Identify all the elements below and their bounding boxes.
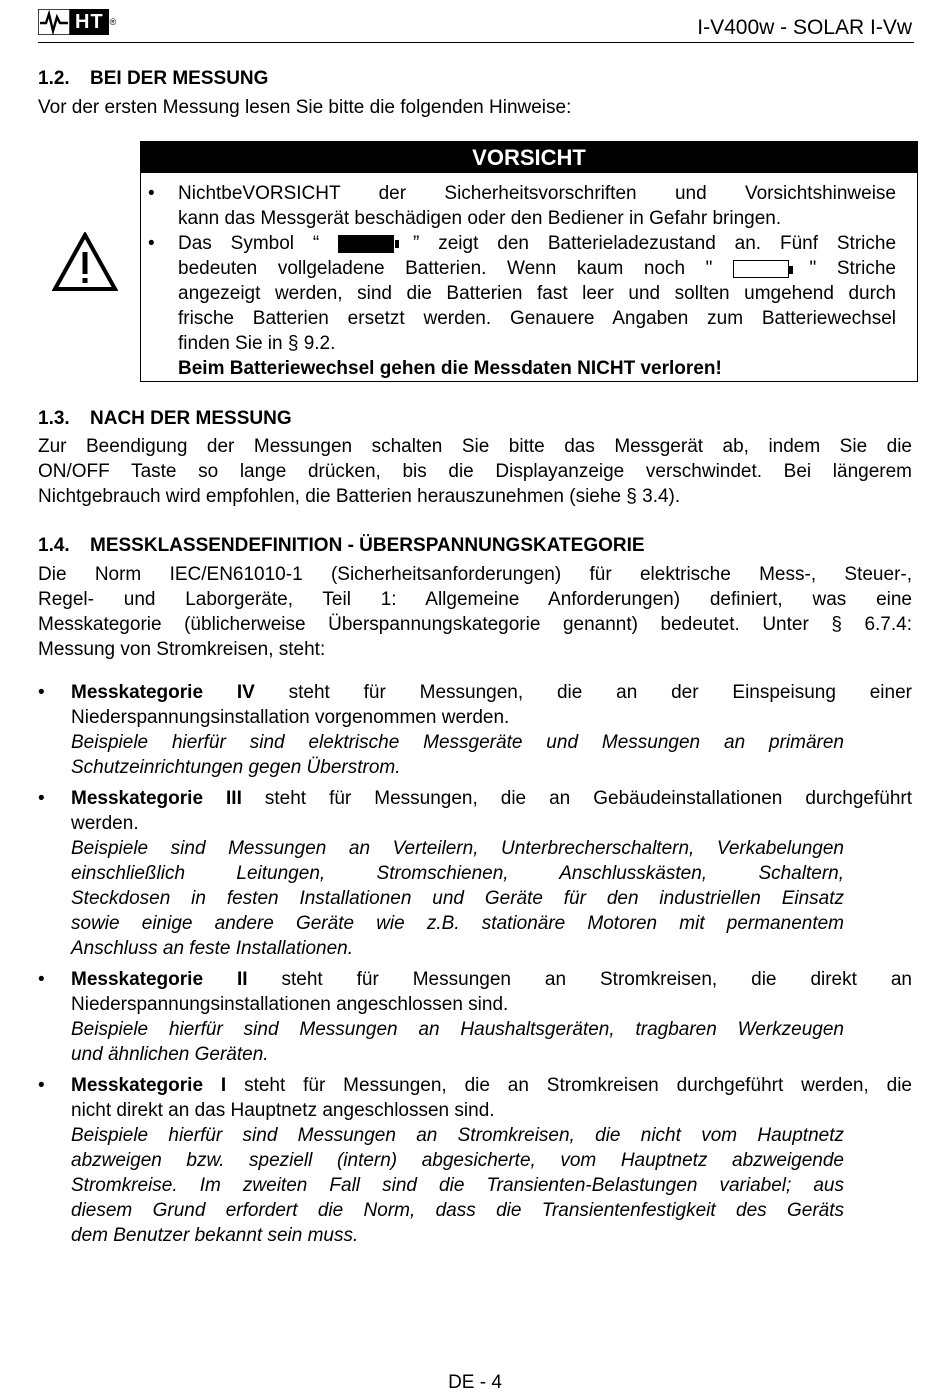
text-line: dem Benutzer bekannt sein muss. bbox=[71, 1225, 359, 1246]
text-line: Anschluss an feste Installationen. bbox=[71, 938, 354, 959]
warning-list bbox=[148, 181, 896, 381]
text-line: angezeigt werden, sind die Batterien fast leer und sollten umgehend durch bbox=[178, 283, 896, 304]
warning-bullet bbox=[148, 231, 896, 381]
battery-full-icon bbox=[338, 235, 394, 253]
text-fragment: steht für Messungen, die an der Einspeisung einer bbox=[288, 682, 912, 703]
text-line: und ähnlichen Geräten. bbox=[71, 1044, 269, 1065]
text-line: • NichtbeVORSICHT der Sicherheitsvorschriften und Vorsichtshinweise bbox=[178, 183, 896, 204]
text-fragment: " Striche bbox=[809, 258, 896, 279]
category-example bbox=[71, 730, 844, 780]
brand-logo bbox=[38, 8, 116, 36]
text-fragment: bedeuten vollgeladene Batterien. Wenn kaum noch " bbox=[178, 258, 713, 279]
section-number: 1.4. bbox=[38, 535, 70, 556]
text-line: sowie einige andere Geräte wie z.B. stationäre Motoren mit permanentem bbox=[71, 913, 844, 934]
section-heading-1-3 bbox=[38, 408, 292, 430]
section-heading-1-2 bbox=[38, 68, 268, 90]
category-name: Messkategorie I bbox=[71, 1075, 227, 1096]
text-line: Steckdosen in festen Installationen und Geräte für den industriellen Einsatz bbox=[71, 888, 844, 909]
page-header bbox=[38, 6, 914, 43]
text-line: nicht direkt an das Hauptnetz angeschlossen sind. bbox=[71, 1100, 495, 1121]
category-example bbox=[71, 1123, 844, 1248]
text-line: Niederspannungsinstallation vorgenommen werden. bbox=[71, 707, 510, 728]
text-line bbox=[71, 680, 912, 705]
section-title: MESSKLASSENDEFINITION - ÜBERSPANNUNGSKATEGORIE bbox=[90, 535, 645, 556]
text-line: abzweigen bzw. speziell (intern) abgesicherte, vom Hauptnetz abzweigende bbox=[71, 1150, 844, 1171]
warning-bullet bbox=[148, 181, 896, 231]
text-line: Regel- und Laborgeräte, Teil 1: Allgemeine Anforderungen) definiert, was eine bbox=[38, 589, 912, 610]
warning-heading: VORSICHT bbox=[141, 142, 917, 173]
text-line: Nichtgebrauch wird empfohlen, die Batterien herauszunehmen (siehe § 3.4). bbox=[38, 486, 681, 507]
warning-bold-note: Beim Batteriewechsel gehen die Messdaten NICHT verloren! bbox=[178, 358, 722, 379]
registered-mark: ® bbox=[109, 17, 117, 27]
text-line bbox=[178, 231, 896, 256]
section-body bbox=[38, 434, 912, 509]
category-name: Messkategorie II bbox=[71, 969, 248, 990]
text-line bbox=[71, 967, 912, 992]
text-line: Messung von Stromkreisen, steht: bbox=[38, 639, 326, 660]
text-line: Beispiele hierfür sind Messungen an Haushaltsgeräten, tragbaren Werkzeugen bbox=[71, 1019, 844, 1040]
warning-triangle-icon bbox=[52, 232, 118, 292]
section-title: NACH DER MESSUNG bbox=[90, 408, 292, 429]
text-fragment: Das Symbol “ bbox=[178, 233, 320, 254]
category-item bbox=[38, 680, 912, 780]
text-line: finden Sie in § 9.2. bbox=[178, 333, 336, 354]
category-item bbox=[38, 967, 912, 1067]
section-body bbox=[38, 562, 912, 662]
text-line: diesem Grund erfordert die Norm, dass die Transientenfestigkeit des Geräts bbox=[71, 1200, 844, 1221]
section-number: 1.3. bbox=[38, 408, 70, 429]
text-line bbox=[71, 786, 912, 811]
category-list bbox=[38, 680, 912, 1256]
text-line bbox=[178, 256, 896, 281]
text-line: einschließlich Leitungen, Stromschienen, Anschlusskästen, Schaltern, bbox=[71, 863, 844, 884]
text-line: ON/OFF Taste so lange drücken, bis die Displayanzeige verschwindet. Bei längerem bbox=[38, 461, 912, 482]
text-line: Beispiele hierfür sind elektrische Messgeräte und Messungen an primären bbox=[71, 732, 844, 753]
text-line: Stromkreise. Im zweiten Fall sind die Transienten-Belastungen variabel; aus bbox=[71, 1175, 844, 1196]
section-title: BEI DER MESSUNG bbox=[90, 68, 269, 89]
text-line: frische Batterien ersetzt werden. Genauere Angaben zum Batteriewechsel bbox=[178, 308, 896, 329]
text-fragment: steht für Messungen, die an Stromkreisen durchgeführt werden, die bbox=[244, 1075, 912, 1096]
logo-text: HT bbox=[70, 9, 109, 35]
text-line: Beispiele hierfür sind Messungen an Stromkreisen, die nicht vom Hauptnetz bbox=[71, 1125, 844, 1146]
document-title: I-V400w - SOLAR I-Vw bbox=[697, 16, 912, 39]
category-example bbox=[71, 1017, 844, 1067]
text-line: Schutzeinrichtungen gegen Überstrom. bbox=[71, 757, 401, 778]
section-number: 1.2. bbox=[38, 68, 70, 89]
page-number: DE - 4 bbox=[448, 1372, 502, 1393]
category-name: Messkategorie IV bbox=[71, 682, 255, 703]
category-name: Messkategorie III bbox=[71, 788, 242, 809]
battery-empty-icon bbox=[733, 260, 789, 278]
text-line bbox=[71, 1073, 912, 1098]
section-heading-1-4 bbox=[38, 535, 645, 557]
category-example bbox=[71, 836, 844, 961]
text-line: Beispiele sind Messungen an Verteilern, Unterbrecherschaltern, Verkabelungen bbox=[71, 838, 844, 859]
section-intro: Vor der ersten Messung lesen Sie bitte die folgenden Hinweise: bbox=[38, 97, 572, 118]
category-item bbox=[38, 1073, 912, 1248]
text-line: Messkategorie (üblicherweise Überspannungskategorie genannt) bedeutet. Unter § 6.7.4: bbox=[38, 614, 912, 635]
text-line: Zur Beendigung der Messungen schalten Sie bitte das Messgerät ab, indem Sie die bbox=[38, 436, 912, 457]
text-line: Die Norm IEC/EN61010-1 (Sicherheitsanforderungen) für elektrische Mess-, Steuer-, bbox=[38, 564, 912, 585]
text-line: kann das Messgerät beschädigen oder den Bediener in Gefahr bringen. bbox=[178, 208, 782, 229]
ht-logo-icon bbox=[38, 9, 70, 35]
text-fragment: steht für Messungen an Stromkreisen, die direkt an bbox=[281, 969, 912, 990]
text-line: werden. bbox=[71, 813, 139, 834]
text-fragment: ” zeigt den Batterieladezustand an. Fünf Striche bbox=[413, 233, 897, 254]
category-item bbox=[38, 786, 912, 961]
text-line: Niederspannungsinstallationen angeschlossen sind. bbox=[71, 994, 509, 1015]
text-fragment: steht für Messungen, die an Gebäudeinstallationen durchgeführt bbox=[264, 788, 913, 809]
